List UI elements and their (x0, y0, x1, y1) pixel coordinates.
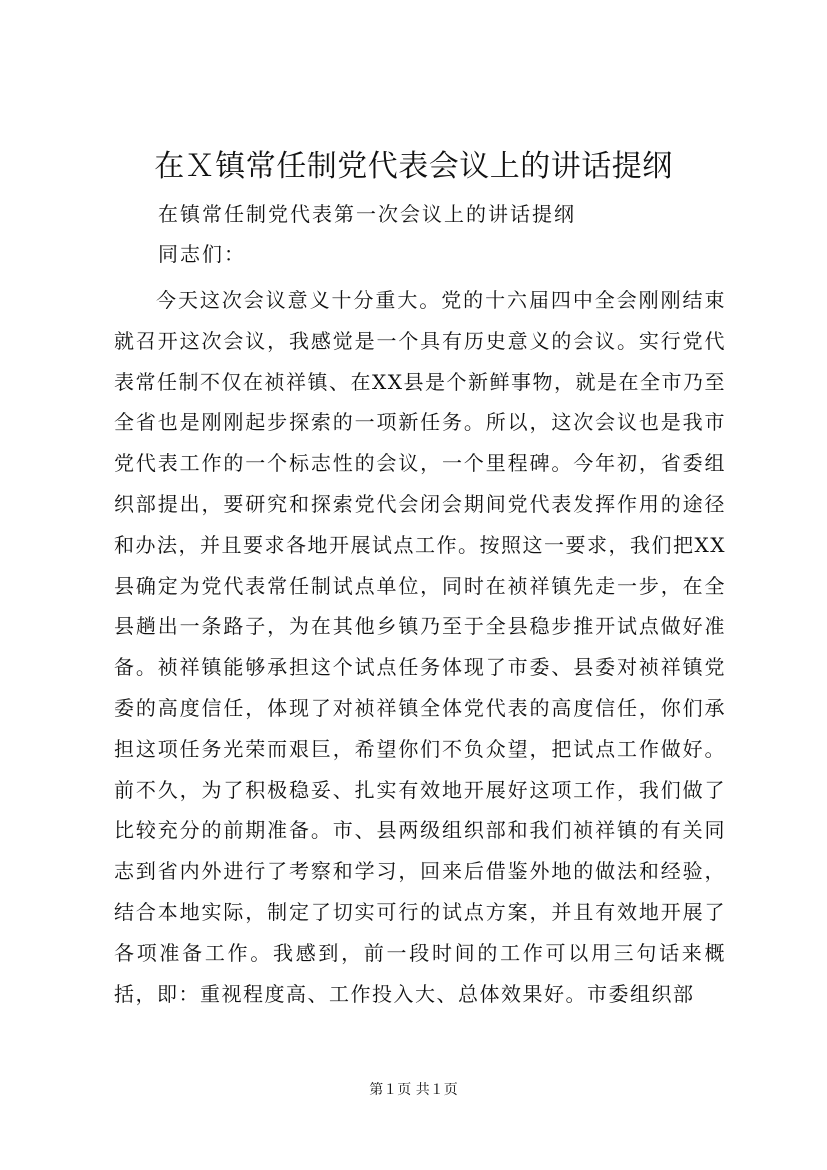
salutation: 同志们： (158, 242, 246, 266)
body-paragraph: 今天这次会议意义十分重大。党的十六届四中全会刚刚结束就召开这次会议，我感觉是一个具有历史意义的会议。实行党代表常任制不仅在祯祥镇、在XX县是个新鲜事物，就是在全市乃至全省也是刚刚起步探索的一项新任务。所以，这次会议也是我市党代表工作的一个标志性的会议，一个里程碑。今年初，省委组织部提出，要研究和探索党代会闭会期间党代表发挥作用的途径和办法，并且要求各地开展试点工作。按照这一要求，我们把XX县确定为党代表常任制试点单位，同时在祯祥镇先走一步，在全县趟出一条路子，为在其他乡镇乃至于全县稳步推开试点做好准备。祯祥镇能够承担这个试点任务体现了市委、县委对祯祥镇党委的高度信任，体现了对祯祥镇全体党代表的高度信任，你们承担这项任务光荣而艰巨，希望你们不负众望，把试点工作做好。前不久，为了积极稳妥、扎实有效地开展好这项工作，我们做了比较充分的前期准备。市、县两级组织部和我们祯祥镇的有关同志到省内外进行了考察和学习，回来后借鉴外地的做法和经验，结合本地实际，制定了切实可行的试点方案，并且有效地开展了各项准备工作。我感到，前一段时间的工作可以用三句话来概括，即：重视程度高、工作投入大、总体效果好。市委组织部 (114, 288, 726, 1006)
document-subtitle: 在镇常任制党代表第一次会议上的讲话提纲 (158, 202, 576, 226)
document-title: 在Ｘ镇常任制党代表会议上的讲话提纲 (154, 149, 673, 184)
page-footer: 第１页 共１页 (369, 1082, 458, 1098)
